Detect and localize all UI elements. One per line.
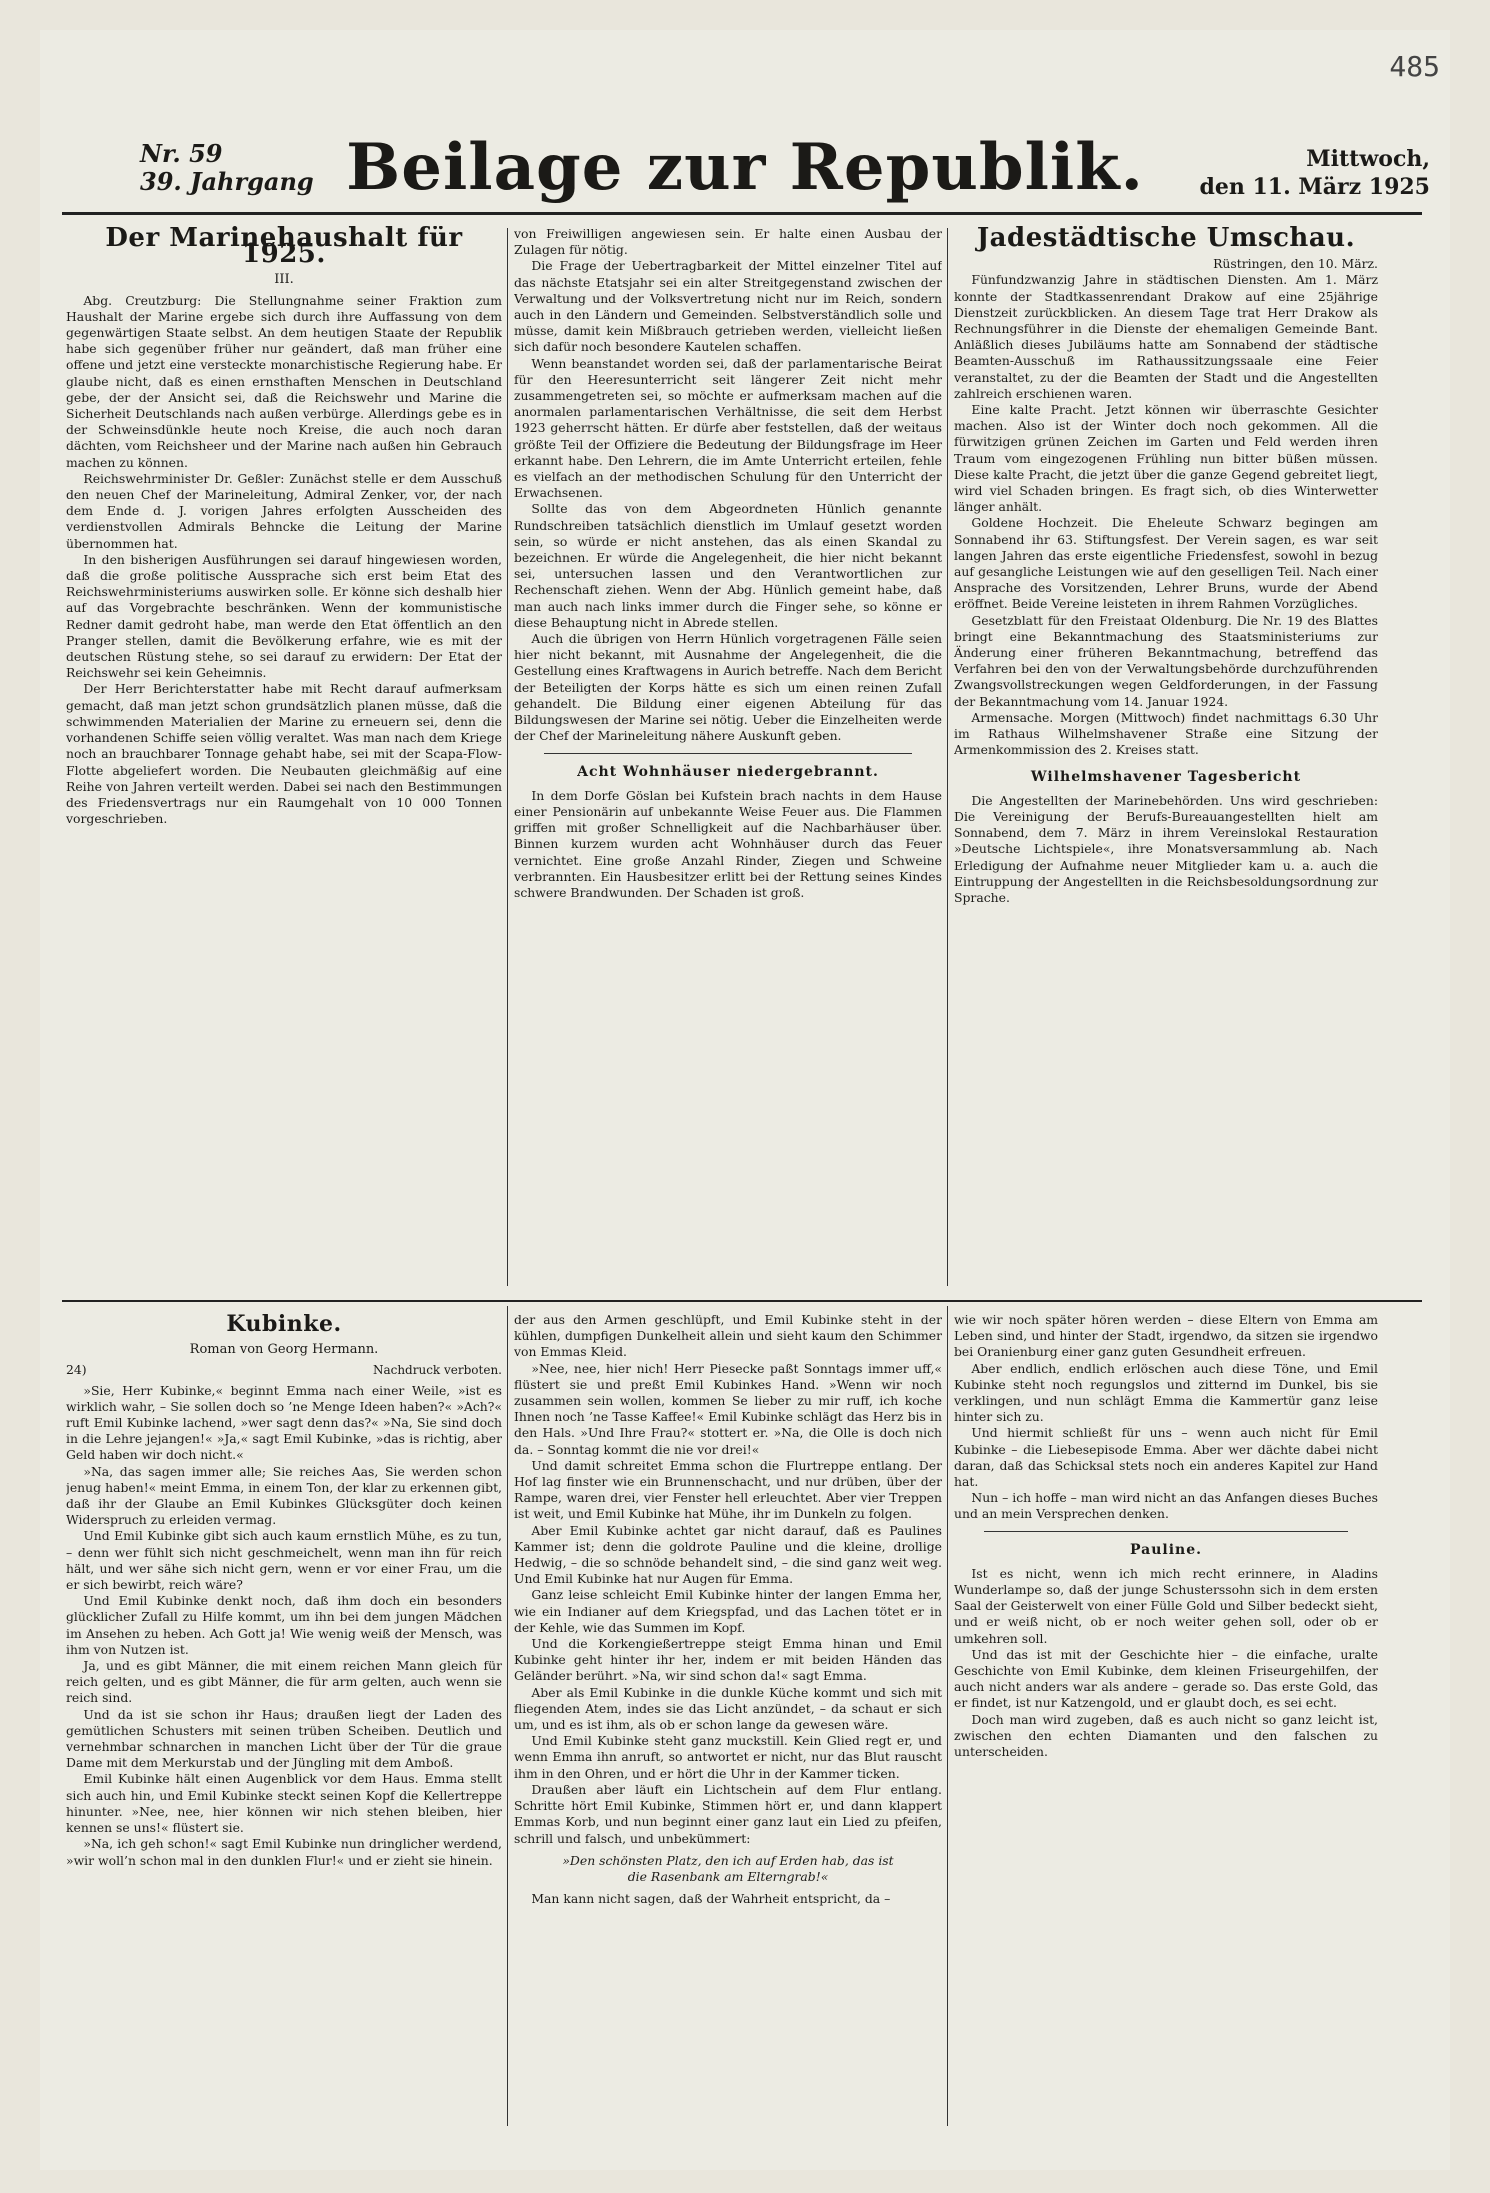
column-rule <box>947 1306 948 2126</box>
paragraph: »Nee, nee, hier nich! Herr Piesecke paßt Sonntags immer uff,« flüstert sie und preßt Emil Kubinkes Hand. »Wenn wir noch zusammen sein wollen, kommen Se lieber zu mir ruff, ich koche Ihnen noch ’ne Tasse Kaffee!« Emil Kubinke schlägt das Herz bis in den Hals. »Und Ihre Frau?« stottert er. »Na, die Olle is doch nich da. – Sonntag kommt die nie vor drei!« <box>514 1360 942 1457</box>
paragraph: Ist es nicht, wenn ich mich recht erinnere, in Aladins Wunderlampe so, daß der junge Schusterssohn sich in dem ersten Saal der Geisterwelt von einer Fülle Gold und Silber bedeckt sieht, und er weiß nicht, ob er noch weiter gehen soll, oder ob er umkehren soll. <box>954 1565 1378 1646</box>
separator <box>544 753 912 754</box>
issue-date: den 11. März 1925 <box>1199 174 1430 200</box>
newspaper-title: Beilage zur Republik. <box>346 130 1144 205</box>
novel-kubinke-col3 <box>954 1312 1378 2130</box>
paragraph: Auch die übrigen von Herrn Hünlich vorgetragenen Fälle seien hier nicht bekannt, mit Ausnahme der Angelegenheit, die die Gestellung eines Kraftwagens in Aurich betreffe. Nach dem Bericht der Beteiligten der Korps hätte es sich um einen reinen Zufall gehandelt. Die Bildung einer eigenen Abteilung für das Bildungswesen der Marine sei nötig. Ueber die Einzelheiten werde der Chef der Marineleitung nähere Auskunft geben. <box>514 631 942 744</box>
paragraph: Und Emil Kubinke gibt sich auch kaum ernstlich Mühe, es zu tun, – denn wer fühlt sich nicht geschmeichelt, wenn man ihn für reich hält, und wer sähe sich nicht gern, wenn er vor einer Frau, um die er sich bewirbt, reich wäre? <box>66 1528 502 1593</box>
paragraph: Ganz leise schleicht Emil Kubinke hinter der langen Emma her, wie ein Indianer auf dem Kriegspfad, und das Lachen tötet er in der Kehle, wie das Summen im Kopf. <box>514 1587 942 1635</box>
column-rule <box>947 228 948 1286</box>
paragraph: Und das ist mit der Geschichte hier – die einfache, uralte Geschichte von Emil Kubinke, dem kleinen Friseurgehilfen, der auch nicht anders war als andere – gerade so. Das erste Gold, das er findet, ist nur Katzengold, und er glaubt doch, es sei echt. <box>954 1646 1378 1711</box>
volume: 39. Jahrgang <box>140 167 314 196</box>
paragraph: der aus den Armen geschlüpft, und Emil Kubinke steht in der kühlen, dumpfigen Dunkelheit allein und sieht kaum den Schimmer von Emmas Kleid. <box>514 1312 942 1360</box>
novel-kubinke-col1 <box>66 1312 502 2130</box>
paragraph: Man kann nicht sagen, daß der Wahrheit entspricht, da – <box>531 1891 891 1907</box>
paragraph: Aber als Emil Kubinke in die dunkle Küche kommt und sich mit fliegenden Atem, indes sie das Licht anzündet, – da schaut er sich um, und es ist ihm, als ob er schon lange da gewesen wäre. <box>514 1684 942 1733</box>
paragraph: von Freiwilligen angewiesen sein. Er halte einen Ausbau der Zulagen für nötig. <box>514 226 942 258</box>
paragraph: Draußen aber läuft ein Lichtschein auf dem Flur entlang. Schritte hört Emil Kubinke, Stimmen hört er, und dann klappert Emmas Korb, und nun beginnt einer ganz laut ein Lied zu pfeifen, schrill und falsch, und unbekümmert: <box>514 1781 942 1846</box>
page-number: 485 <box>1389 50 1440 83</box>
paragraph: Goldene Hochzeit. Die Eheleute Schwarz begingen am Sonnabend ihr 63. Stiftungsfest. Der Verein sagen, es war seit langen Jahren das erste eigentliche Friedensfest, sowohl in bezug auf gesangliche Leistungen wie auf den geselligen Teil. Nach einer Ansprache des Vorsitzenden, Lehrer Bruns, wurde der Abend eröffnet. Beide Vereine leisteten in ihrem Rahmen Vorzügliches. <box>954 515 1378 612</box>
paragraph: Nun – ich hoffe – man wird nicht an das Anfangen dieses Buches und an mein Versprechen denken. <box>954 1490 1378 1522</box>
paragraph: Aber Emil Kubinke achtet gar nicht darauf, daß es Paulines Kammer ist; denn die goldrote Pauline und die kleine, drollige Hedwig, – die so schnöde behandelt sind, – die sind ganz weit weg. Und Emil Kubinke hat nur Augen für Emma. <box>514 1522 942 1587</box>
paragraph: Und da ist sie schon ihr Haus; draußen liegt der Laden des gemütlichen Schusters mit seinen trüben Scheiben. Deutlich und vernehmbar schnarchen in manchen Licht über der Tür die graue Dame mit dem Merkurstab und der Jüngling mit dem Amboß. <box>66 1706 502 1771</box>
novel-kubinke-col2 <box>514 1312 942 2130</box>
paragraph: Die Frage der Uebertragbarkeit der Mittel einzelner Titel auf das nächste Etatsjahr sei ein alter Streitgegenstand zwischen der Verwaltung und der Volksvertretung nicht nur im Reich, sondern auch in den Ländern und Gemeinden. Selbstverständlich solle und müsse, damit kein Mißbrauch getrieben werden, vielleicht ließen sich dafür noch besondere Kautelen schaffen. <box>514 258 942 355</box>
paragraph: »Sie, Herr Kubinke,« beginnt Emma nach einer Weile, »ist es wirklich wahr, – Sie sollen doch so ’ne Menge Ideen haben?« »Ach?« ruft Emil Kubinke lachend, »wer sagt denn das?« »Na, Sie sind doch in die Lehre jejangen!« »Ja,« sagt Emil Kubinke, »das is richtig, aber Geld haben wir doch nicht.« <box>66 1382 502 1463</box>
dateline: Rüstringen, den 10. März. <box>1213 256 1378 272</box>
paragraph: Armensache. Morgen (Mittwoch) findet nachmittags 6.30 Uhr im Rathaus Wilhelmshavener Straße eine Sitzung der Armenkommission des 2. Kreises statt. <box>954 709 1378 758</box>
paragraph: Ja, und es gibt Männer, die mit einem reichen Mann gleich für reich gelten, und es gibt Männer, die für arm gelten, auch wenn sie reich sind. <box>66 1658 502 1706</box>
paragraph: Eine kalte Pracht. Jetzt können wir überraschte Gesichter machen. Also ist der Winter doch noch gekommen. All die fürwitzigen grünen Zeichen im Garten und Feld werden ihren Traum vom eingezogenen Frühling nun bitter büßen müssen. Diese kalte Pracht, die jetzt über die ganze Gegend gebreitet liegt, wird viel Schaden bringen. Es fragt sich, ob dies Winterwetter länger anhält. <box>954 402 1378 515</box>
paragraph: Abg. Creutzburg: Die Stellungnahme seiner Fraktion zum Haushalt der Marine ergebe sich durch ihre Auffassung von dem gegenwärtigen Staate selbst. An dem heutigen Staate der Republik habe sich gegenüber früher nur geändert, daß man früher eine offene und jetzt eine versteckte monarchistische Regierung habe. Er glaube nicht, daß es einen ernsthaften Menschen in Deutschland gebe, der der Ansicht sei, daß die Reichswehr und Marine die Sicherheit Deutschlands nach außen verbürge. Allerdings gebe es in der Schweinsdünkle heute noch Kreise, die auch noch daran dächten, vom Reichsheer und der Marine nach außen hin Gebrauch machen zu können. <box>66 292 502 470</box>
installment-number: 24) <box>66 1362 87 1378</box>
section-subhead: Wilhelmshavener Tagesbericht <box>1030 768 1302 785</box>
article-marinehaushalt-col1 <box>66 226 502 1290</box>
article-headline: Jadestädtische Umschau. <box>976 226 1356 253</box>
paragraph: »Na, ich geh schon!« sagt Emil Kubinke nun dringlicher werdend, »wir woll’n schon mal in den dunklen Flur!« und er zieht sie hinein. <box>66 1836 502 1868</box>
article-headline-fire: Acht Wohnhäuser niedergebrannt. <box>577 763 879 780</box>
paragraph: Wenn beanstandet worden sei, daß der parlamentarische Beirat für den Heeresunterricht seit längerer Zeit nicht mehr zusammengetreten sei, so möchte er aufmerksam machen auf die anormalen parlamentarischen Verhältnisse, die seit dem Herbst 1923 geherrscht hätten. Er dürfe aber feststellen, daß der weitaus größte Teil der Offiziere die Bedeutung der Bildungsfrage im Heer erkannt habe. Den Lehrern, die im Amte Unterricht erteilen, fehle es vielfach an der methodischen Schulung für den Unterricht der Erwachsenen. <box>514 355 942 501</box>
reprint-notice: Nachdruck verboten. <box>372 1363 502 1378</box>
article-part: III. <box>274 272 294 288</box>
separator <box>984 1531 1348 1532</box>
paragraph: Reichswehrminister Dr. Geßler: Zunächst stelle er dem Ausschuß den neuen Chef der Marineleitung, Admiral Zenker, vor, der nach dem Ende d. J. vorigen Jahres erfolgten Ausscheiden des verdienstvollen Admirals Behncke die Leitung der Marine übernommen hat. <box>66 470 502 551</box>
issue-number: Nr. 59 <box>140 139 223 168</box>
paragraph: Und hiermit schließt für uns – wenn auch nicht für Emil Kubinke – die Liebesepisode Emma. Aber wer dächte dabei nicht daran, daß das Schicksal stets noch ein anderes Kapitel zur Hand hat. <box>954 1425 1378 1490</box>
article-marinehaushalt-col2 <box>514 226 942 1290</box>
novel-byline: Roman von Georg Hermann. <box>189 1342 379 1358</box>
novel-headline: Kubinke. <box>226 1312 342 1337</box>
weekday: Mittwoch, <box>1306 146 1430 172</box>
feuilleton-rule <box>62 1300 1422 1302</box>
paragraph: Fünfundzwanzig Jahre in städtischen Diensten. Am 1. März konnte der Stadtkassenrendant Drakow auf eine 25jährige Dienstzeit zurückblicken. An diesem Tage trat Herr Drakow als Rechnungsführer in die Dienste der ehemaligen Gemeinde Bant. Anläßlich dieses Jubiläums hatte am Sonnabend der städtische Beamten-Ausschuß im Rathaussitzungssaale eine Feier veranstaltet, zu der die Beamten der Stadt und die Angestellten zahlreich erschienen waren. <box>954 272 1378 401</box>
paragraph: Sollte das von dem Abgeordneten Hünlich genannte Rundschreiben tatsächlich dienstlich im Umlauf gesetzt worden sein, so würde er nicht anstehen, das als einen Skandal zu bezeichnen. Er würde die Angelegenheit, die hier nicht bekannt sei, untersuchen lassen und den Verantwortlichen zur Rechenschaft ziehen. Wenn der Abg. Hünlich gemeint habe, daß man auch nach links immer durch die Finger sehe, so könne er diese Behauptung nicht in Abrede stellen. <box>514 501 942 630</box>
column-rule <box>507 228 508 1286</box>
novel-meta <box>66 1362 502 1378</box>
paragraph: Und damit schreitet Emma schon die Flurtreppe entlang. Der Hof lag finster wie ein Brunnenschacht, und nur drüben, über der Rampe, waren drei, vier Fenster hell erleuchtet. Aber vier Treppen ist weit, und Emil Kubinke hat Mühe, ihr im Dunkeln zu folgen. <box>514 1457 942 1522</box>
paragraph: Gesetzblatt für den Freistaat Oldenburg. Die Nr. 19 des Blattes bringt eine Bekanntmachung des Staatsministeriums zur Änderung einer früheren Bekanntmachung, betreffend das Verfahren bei den von der Verwaltungsbehörde durchzuführenden Zwangsvollstreckungen wegen Geldforderungen, in der Fassung der Bekanntmachung vom 14. Januar 1924. <box>954 612 1378 709</box>
paragraph: Der Herr Berichterstatter habe mit Recht darauf aufmerksam gemacht, daß man jetzt schon grundsätzlich planen müsse, daß die schwimmenden Materialien der Marine zu erneuern sei, denn die vorhandenen Schiffe seien völlig veraltet. Was man nach dem Kriege noch an brauchbarer Tonnage gehabt habe, sei mit der Scapa-Flow-Flotte abgeliefert worden. Die Neubauten gleichmäßig auf eine Reihe von Jahren verteilt werden. Dabei sei nach den Bestimmungen des Friedensvertrags nur ein Raumgehalt von 10 000 Tonnen vorgeschrieben. <box>66 681 502 827</box>
chapter-title: Pauline. <box>1130 1541 1202 1558</box>
article-jadestaedtische-umschau <box>954 226 1378 1290</box>
paragraph: Emil Kubinke hält einen Augenblick vor dem Haus. Emma stellt sich auch hin, und Emil Kubinke steckt seinen Kopf die Kellertreppe hinunter. »Nee, nee, hier können wir nich stehen bleiben, hier kennen se uns!« flüstert sie. <box>66 1771 502 1836</box>
paragraph: In den bisherigen Ausführungen sei darauf hingewiesen worden, daß die große politische Aussprache sich erst beim Etat des Reichswehrministeriums auswirken solle. Er könne sich deshalb hier auf das Vorgebrachte beschränken. Wenn der kommunistische Redner damit gedroht habe, man werde den Etat öffentlich an den Pranger stellen, damit die Bevölkerung erfahre, wie es mit der deutschen Rüstung stehe, so sei darauf zu erwidern: Der Etat der Reichswehr sei kein Geheimnis. <box>66 551 502 681</box>
paragraph: wie wir noch später hören werden – diese Eltern von Emma am Leben sind, und hinter der Stadt, irgendwo, da sitzen sie irgendwo bei Oranienburg einer ganz guten Gesundheit erfreuen. <box>954 1312 1378 1360</box>
paragraph: »Na, das sagen immer alle; Sie reiches Aas, Sie werden schon jenug haben!« meint Emma, in einem Ton, der klar zu erkennen gibt, daß ihr der Glaube an Emil Kubinkes Glücksgüter doch keinen Widerspruch zu erleiden vermag. <box>66 1463 502 1528</box>
paragraph: Aber endlich, endlich erlöschen auch diese Töne, und Emil Kubinke steht noch regungslos und zitternd im Dunkel, bis sie verklingen, und nun schlägt Emma die Kammertür ganz leise hinter sich zu. <box>954 1360 1378 1425</box>
paragraph: Und Emil Kubinke steht ganz muckstill. Kein Glied regt er, und wenn Emma ihn anruft, so antwortet er nicht, nur das Blut rauscht ihm in den Ohren, und er hört die Uhr in der Kammer ticken. <box>514 1733 942 1781</box>
masthead-rule <box>62 212 1422 215</box>
paragraph: Die Angestellten der Marinebehörden. Uns wird geschrieben: Die Vereinigung der Berufs-Bureauangestellten hielt am Sonnabend, dem 7. März in ihrem Vereinslokal Restauration »Deutsche Lichtspiele«, ihre Monatsversammlung ab. Nach Erledigung der Aufnahme neuer Mitglieder kam u. a. auch die Eintruppung der Angestellten in die Reichsbesoldungsordnung zur Sprache. <box>954 792 1378 905</box>
paragraph: Und Emil Kubinke denkt noch, daß ihm doch ein besonders glücklicher Zufall zu Hilfe kommt, um ihn bei dem jungen Mädchen im Ansehen zu heben. Ach Gott ja! Wie wenig weiß der Mensch, was ihm von Nutzen ist. <box>66 1593 502 1657</box>
masthead-date-info <box>1199 145 1430 201</box>
column-rule <box>507 1306 508 2126</box>
paragraph: In dem Dorfe Göslan bei Kufstein brach nachts in dem Hause einer Pensionärin auf unbekannte Weise Feuer aus. Die Flammen griffen mit großer Schnelligkeit auf die Nachbarhäuser über. Binnen kurzem wurden acht Wohnhäuser durch das Feuer vernichtet. Eine große Anzahl Rinder, Ziegen und Schweine verbrannten. Ein Hausbesitzer erlitt bei der Rettung seines Kindes schwere Brandwunden. Der Schaden ist groß. <box>514 787 942 900</box>
masthead <box>60 130 1430 210</box>
paragraph: Doch man wird zugeben, daß es auch nicht so ganz leicht ist, zwischen den echten Diamanten und den falschen zu unterscheiden. <box>954 1711 1378 1760</box>
paragraph: Und die Korkengießertreppe steigt Emma hinan und Emil Kubinke geht hinter ihr her, indem er mit beiden Händen das Geländer berührt. »Na, wir sind schon da!« sagt Emma. <box>514 1636 942 1684</box>
article-headline: Der Marinehaushalt für 1925. <box>105 226 463 270</box>
verse: »Den schönsten Platz, den ich auf Erden hab, das ist die Rasenbank am Elterngrab!« <box>562 1852 894 1884</box>
